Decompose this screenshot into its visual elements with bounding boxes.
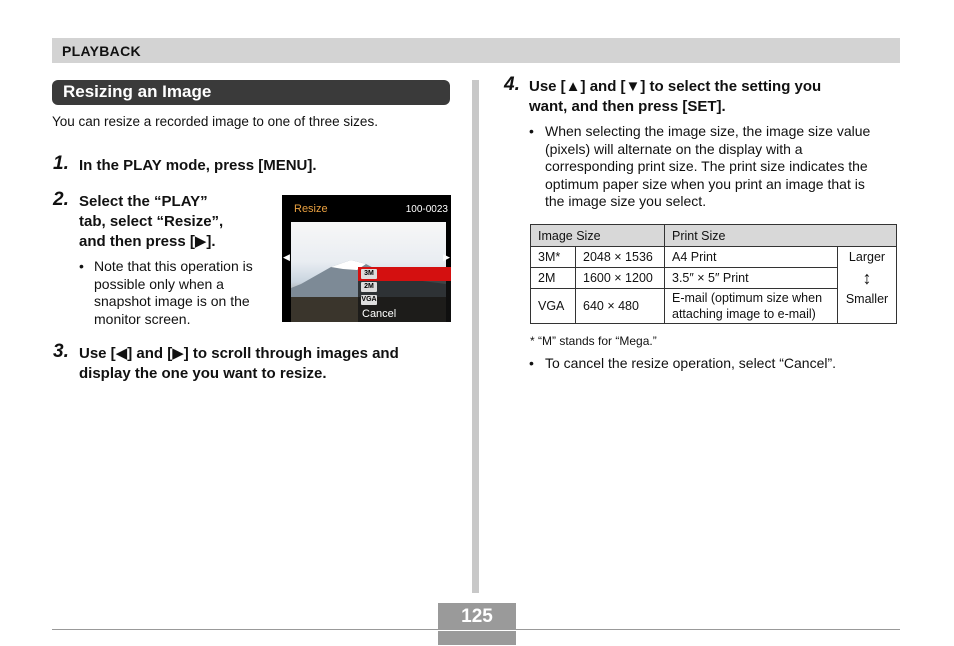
- header-title: PLAYBACK: [62, 43, 141, 59]
- step-3-line: Use [◀] and [▶] to scroll through images and: [79, 345, 399, 362]
- bullet-dot: •: [529, 355, 534, 371]
- note-line: Note that this operation is: [94, 258, 253, 274]
- step-1-number: 1.: [53, 153, 69, 174]
- column-divider: [472, 80, 479, 593]
- note-line: monitor screen.: [94, 310, 191, 327]
- step-4-note: [529, 123, 901, 211]
- table-row: [531, 247, 897, 268]
- note-line: corresponding print size. The print size indicates the: [545, 158, 868, 174]
- note-line: possible only when a: [94, 275, 224, 292]
- step-3-number: 3.: [53, 341, 69, 362]
- bullet-dot: •: [79, 258, 84, 274]
- cell-pixels: 1600 × 1200: [576, 268, 665, 289]
- screen-right-arrow: ▶: [443, 252, 450, 262]
- smaller-label: Smaller: [845, 292, 889, 306]
- cell-size: 2M: [531, 268, 576, 289]
- note-line: optimum paper size when you print an image that is: [545, 175, 865, 192]
- print-line: attaching image to e-mail): [672, 307, 816, 321]
- cell-print: 3.5″ × 5″ Print: [665, 268, 838, 289]
- note-line: the image size you select.: [545, 193, 707, 209]
- step-4-text: [529, 77, 821, 117]
- page-number: 125: [461, 606, 493, 627]
- step-2-note: [79, 258, 274, 328]
- option-3m: 3M: [361, 269, 377, 279]
- note-line: snapshot image is on the: [94, 293, 250, 309]
- step-2-text: [79, 192, 223, 252]
- intro-text: You can resize a recorded image to one of three sizes.: [52, 114, 378, 129]
- step-4-line: want, and then press [SET].: [529, 98, 726, 115]
- screen-left-arrow: ◀: [283, 252, 290, 262]
- screen-cancel: Cancel: [362, 308, 397, 320]
- table-header-row: [531, 225, 897, 247]
- header-print-size: Print Size: [665, 225, 897, 247]
- page-number-box-lower: [438, 631, 516, 645]
- step-2-line: and then press [▶].: [79, 233, 216, 250]
- cancel-note-text: To cancel the resize operation, select “Cancel”.: [545, 355, 837, 371]
- note-line: (pixels) will alternate on the display with a: [545, 140, 803, 157]
- bullet-dot: •: [529, 123, 534, 139]
- step-4-number: 4.: [504, 74, 520, 95]
- selected-option-bar: [358, 267, 451, 281]
- step-1-text: In the PLAY mode, press [MENU].: [79, 157, 317, 174]
- screen-title: Resize: [294, 203, 328, 215]
- cell-size: VGA: [531, 289, 576, 324]
- up-down-arrow-icon: ↕: [862, 268, 872, 288]
- footnote: * “M” stands for “Mega.”: [530, 334, 657, 348]
- size-scale-cell: [838, 247, 897, 324]
- larger-label: Larger: [848, 250, 886, 264]
- cell-size: 3M*: [531, 247, 576, 268]
- print-line: E-mail (optimum size when: [672, 291, 823, 305]
- option-2m: 2M: [361, 282, 377, 292]
- step-2-line: tab, select “Resize”,: [79, 213, 224, 230]
- header-bar: [52, 38, 900, 63]
- cancel-note: [529, 355, 836, 373]
- cell-pixels: 640 × 480: [576, 289, 665, 324]
- cell-print: A4 Print: [665, 247, 838, 268]
- step-4-line: Use [▲] and [▼] to select the setting you: [529, 78, 822, 95]
- step-2-number: 2.: [53, 189, 69, 210]
- option-vga: VGA: [361, 296, 377, 303]
- note-line: When selecting the image size, the image size value: [545, 123, 871, 139]
- step-2-line: Select the “PLAY”: [79, 193, 208, 210]
- step-3-text: [79, 344, 399, 384]
- image-size-table: [530, 224, 897, 324]
- cell-pixels: 2048 × 1536: [576, 247, 665, 268]
- screen-file-number: 100-0023: [405, 204, 448, 215]
- header-image-size: Image Size: [531, 225, 665, 247]
- step-2-note-lines: [79, 258, 274, 328]
- camera-screen: [282, 195, 451, 322]
- section-title: Resizing an Image: [63, 82, 212, 101]
- step-4-note-lines: [529, 123, 901, 211]
- cell-print: [665, 289, 838, 324]
- step-3-line: display the one you want to resize.: [79, 365, 327, 382]
